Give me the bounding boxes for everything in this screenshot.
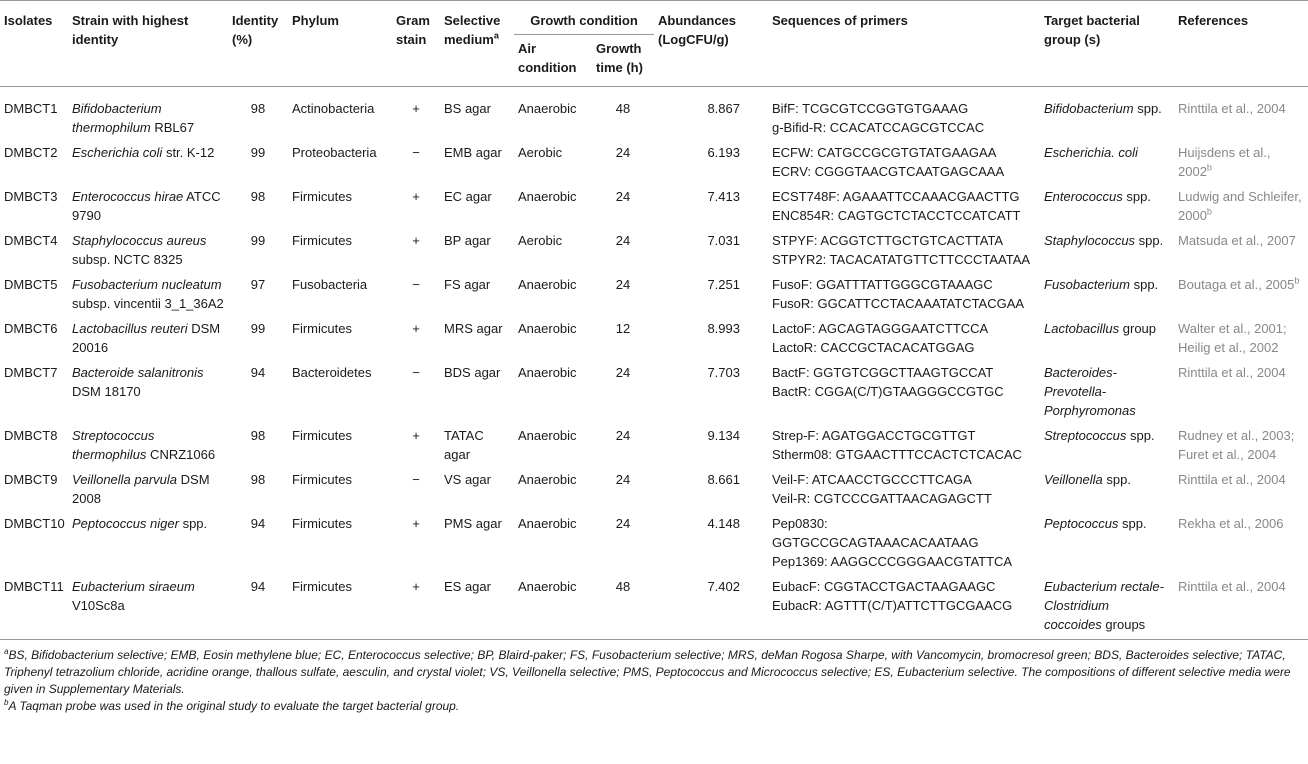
strain-detail: ATCC 9790 — [72, 189, 221, 223]
primer-forward: LactoF: AGCAGTAGGGAATCTTCCA — [772, 321, 989, 336]
target-name: Bacteroides-Prevotella-Porphyromonas — [1044, 365, 1136, 418]
cell-air: Anaerobic — [518, 277, 577, 292]
cell-isolate: DMBCT1 — [4, 101, 58, 116]
cell-reference — [1174, 184, 1308, 228]
cell-abundance: 6.193 — [707, 145, 740, 160]
cell-medium: FS agar — [444, 277, 491, 292]
primer-forward: EubacF: CGGTACCTGACTAAGAAGC — [772, 579, 996, 594]
cell-abundance: 4.148 — [707, 516, 740, 531]
header-growth-time: Growth time (h) — [592, 35, 654, 87]
cell-time: 24 — [615, 189, 631, 204]
cell-identity: 99 — [250, 145, 266, 160]
cell-time: 48 — [592, 574, 654, 640]
strain-species: Eubacterium siraeum — [72, 579, 195, 594]
header-abundances: Abundances (LogCFU/g) — [654, 1, 768, 87]
footnote-a-mark: a — [4, 647, 9, 656]
cell-strain — [68, 423, 228, 467]
primer-forward: Pep0830: GGTGCCGCAGTAAACACAATAAG — [772, 516, 979, 550]
cell-isolate: DMBCT10 — [4, 516, 65, 531]
cell-strain — [68, 228, 228, 272]
cell-air: Anaerobic — [518, 189, 577, 204]
cell-medium: EMB agar — [444, 145, 502, 160]
reference-link[interactable]: Boutaga et al., 2005 — [1178, 277, 1295, 292]
cell-primers — [768, 574, 1040, 640]
cell-abundance: 9.134 — [707, 428, 740, 443]
primer-reverse: ECRV: CGGGTAACGTCAATGAGCAAA — [772, 164, 1005, 179]
reference-link[interactable]: Rinttila et al., 2004 — [1178, 579, 1286, 594]
cell-primers — [768, 87, 1040, 141]
primer-forward: BifF: TCGCGTCCGGTGTGAAAG — [772, 101, 969, 116]
cell-reference — [1174, 467, 1308, 511]
cell-reference — [1174, 316, 1308, 360]
header-gram-stain: Gram stain — [392, 1, 440, 87]
reference-link[interactable]: Rinttila et al., 2004 — [1178, 472, 1286, 487]
cell-identity: 98 — [250, 428, 266, 443]
cell-air: Anaerobic — [518, 365, 577, 380]
cell-identity: 99 — [250, 321, 266, 336]
target-name: Peptococcus — [1044, 516, 1119, 531]
primer-reverse: FusoR: GGCATTCCTACAAATATCTACGAA — [772, 296, 1025, 311]
cell-strain — [68, 467, 228, 511]
cell-abundance: 8.993 — [707, 321, 740, 336]
footnote-a-marker: a — [493, 30, 499, 41]
cell-identity: 99 — [250, 233, 266, 248]
header-identity: Identity (%) — [228, 1, 288, 87]
cell-target — [1040, 140, 1174, 184]
strain-detail: DSM 18170 — [72, 384, 141, 399]
table-row — [0, 140, 1308, 184]
target-name: Enterococcus — [1044, 189, 1123, 204]
cell-reference — [1174, 423, 1308, 467]
reference-footnote-mark: b — [1206, 206, 1212, 217]
cell-identity: 94 — [250, 516, 266, 531]
target-name: Staphylococcus — [1044, 233, 1136, 248]
cell-isolate: DMBCT6 — [4, 321, 58, 336]
table-row — [0, 87, 1308, 141]
table-row — [0, 511, 1308, 574]
cell-time: 24 — [615, 233, 631, 248]
cell-strain — [68, 316, 228, 360]
primer-reverse: Pep1369: AAGGCCCGGGAACGTATTCA — [772, 554, 1013, 569]
footnotes — [0, 640, 1308, 715]
strain-detail: subsp. vincentii 3_1_36A2 — [72, 296, 224, 311]
target-suffix: spp. — [1126, 428, 1155, 443]
header-selective-medium — [440, 1, 514, 87]
cell-phylum: Bacteroidetes — [292, 365, 372, 380]
reference-link[interactable]: Rudney et al., 2003; Furet et al., 2004 — [1178, 428, 1295, 462]
cell-air: Anaerobic — [518, 101, 577, 116]
strain-detail: str. K-12 — [162, 145, 215, 160]
primer-reverse: STPYR2: TACACATATGTTCTTCCCTAATAA — [772, 252, 1031, 267]
reference-link[interactable]: Matsuda et al., 2007 — [1178, 233, 1296, 248]
cell-reference — [1174, 87, 1308, 141]
primer-forward: Veil-F: ATCAACCTGCCCTTCAGA — [772, 472, 972, 487]
cell-target — [1040, 360, 1174, 423]
cell-primers — [768, 316, 1040, 360]
header-strain: Strain with highest identity — [68, 1, 228, 87]
cell-reference — [1174, 360, 1308, 423]
cell-primers — [768, 360, 1040, 423]
cell-medium: TATAC agar — [444, 428, 484, 462]
primer-reverse: g-Bifid-R: CCACATCCAGCGTCCAC — [772, 120, 985, 135]
target-suffix: spp. — [1118, 516, 1147, 531]
table-body — [0, 87, 1308, 640]
cell-time: 24 — [615, 145, 631, 160]
cell-abundance: 7.413 — [707, 189, 740, 204]
cell-isolate: DMBCT9 — [4, 472, 58, 487]
cell-time: 12 — [615, 321, 631, 336]
header-isolates: Isolates — [0, 1, 68, 87]
cell-medium: PMS agar — [444, 516, 502, 531]
cell-target — [1040, 228, 1174, 272]
cell-time: 24 — [615, 277, 631, 292]
target-name: Veillonella — [1044, 472, 1103, 487]
reference-link[interactable]: Ludwig and Schleifer, 2000 — [1178, 189, 1302, 223]
cell-isolate: DMBCT3 — [4, 189, 58, 204]
strain-detail: subsp. NCTC 8325 — [72, 252, 183, 267]
target-name: Streptococcus — [1044, 428, 1127, 443]
table-row — [0, 574, 1308, 640]
cell-air: Anaerobic — [518, 472, 577, 487]
cell-medium: VS agar — [444, 472, 491, 487]
cell-gram: + — [412, 233, 420, 248]
cell-strain — [68, 184, 228, 228]
target-suffix: spp. — [1102, 472, 1131, 487]
cell-primers — [768, 423, 1040, 467]
cell-gram: + — [412, 101, 420, 116]
target-suffix: spp. — [1129, 277, 1159, 292]
primer-forward: BactF: GGTGTCGGCTTAAGTGCCAT — [772, 365, 994, 380]
cell-reference — [1174, 511, 1308, 574]
primer-forward: Strep-F: AGATGGACCTGCGTTGT — [772, 428, 976, 443]
reference-link[interactable]: Walter et al., 2001; Heilig et al., 2002 — [1178, 321, 1287, 355]
cell-identity: 98 — [250, 189, 266, 204]
primer-forward: STPYF: ACGGTCTTGCTGTCACTTATA — [772, 233, 1004, 248]
footnote-b-mark: b — [4, 698, 9, 707]
strain-detail: CNRZ1066 — [146, 447, 216, 462]
cell-target — [1040, 184, 1174, 228]
cell-time: 48 — [615, 101, 631, 116]
cell-target — [1040, 574, 1174, 640]
cell-isolate: DMBCT4 — [4, 233, 58, 248]
footnote-b-text: A Taqman probe was used in the original study to evaluate the target bacterial group. — [8, 699, 460, 713]
strain-species: Staphylococcus aureus — [72, 233, 207, 248]
cell-target — [1040, 316, 1174, 360]
primer-forward: ECST748F: AGAAATTCCAAACGAACTTG — [772, 189, 1020, 204]
cell-identity: 98 — [250, 101, 266, 116]
strain-species: Streptococcus thermophilus — [72, 428, 155, 462]
reference-footnote-mark: b — [1294, 275, 1300, 286]
target-suffix: spp. — [1135, 233, 1164, 248]
primer-forward: FusoF: GGATTTATTGGGCGTAAAGC — [772, 277, 993, 292]
table-row — [0, 423, 1308, 467]
target-name: Fusobacterium — [1044, 277, 1130, 292]
cell-gram: − — [412, 472, 420, 487]
cell-abundance: 8.661 — [707, 472, 740, 487]
header-target-group: Target bacterial group (s) — [1040, 1, 1174, 87]
cell-medium: BDS agar — [444, 365, 501, 380]
target-suffix: group — [1119, 321, 1157, 336]
cell-primers — [768, 511, 1040, 574]
cell-phylum: Firmicutes — [292, 189, 352, 204]
table-row — [0, 184, 1308, 228]
strain-species: Enterococcus hirae — [72, 189, 184, 204]
cell-isolate: DMBCT11 — [0, 574, 68, 640]
cell-strain — [68, 360, 228, 423]
cell-strain — [68, 87, 228, 141]
strain-detail: RBL67 — [150, 120, 195, 135]
cell-strain — [68, 574, 228, 640]
strain-species: Bacteroide salanitronis — [72, 365, 204, 380]
table-row — [0, 272, 1308, 316]
table-row — [0, 316, 1308, 360]
cell-phylum: Firmicutes — [292, 516, 352, 531]
cell-phylum: Firmicutes — [292, 321, 352, 336]
strain-species: Lactobacillus reuteri — [72, 321, 188, 336]
target-name: Bifidobacterium — [1044, 101, 1134, 116]
strain-species: Escherichia coli — [72, 145, 163, 160]
cell-identity: 94 — [250, 365, 266, 380]
strain-detail: spp. — [178, 516, 208, 531]
primer-reverse: EubacR: AGTTT(C/T)ATTCTTGCGAACG — [772, 598, 1013, 613]
cell-reference — [1174, 228, 1308, 272]
cell-air: Aerobic — [518, 233, 563, 248]
cell-phylum: Fusobacteria — [292, 277, 368, 292]
cell-isolate: DMBCT7 — [4, 365, 58, 380]
cell-air: Anaerobic — [518, 321, 577, 336]
cell-gram: + — [392, 574, 440, 640]
cell-air: Anaerobic — [514, 574, 592, 640]
cell-isolate: DMBCT2 — [4, 145, 58, 160]
cell-time: 24 — [615, 428, 631, 443]
strain-species: Fusobacterium nucleatum — [72, 277, 222, 292]
cell-time: 24 — [615, 472, 631, 487]
cell-phylum: Firmicutes — [292, 472, 352, 487]
cell-air: Anaerobic — [518, 516, 577, 531]
strain-species: Peptococcus niger — [72, 516, 179, 531]
footnote-b — [4, 698, 1304, 715]
header-phylum: Phylum — [288, 1, 392, 87]
target-name: Lactobacillus — [1044, 321, 1120, 336]
cell-abundance: 7.703 — [707, 365, 740, 380]
cell-medium: EC agar — [444, 189, 492, 204]
cell-target — [1040, 467, 1174, 511]
table-row — [0, 360, 1308, 423]
cell-gram: + — [412, 189, 420, 204]
target-name: Eubacterium rectale-Clostridium coccoides — [1044, 579, 1164, 632]
cell-primers — [768, 228, 1040, 272]
primer-reverse: Veil-R: CGTCCCGATTAACAGAGCTT — [772, 491, 992, 506]
header-references: References — [1174, 1, 1308, 87]
target-suffix: groups — [1101, 617, 1146, 632]
cell-abundance: 7.251 — [707, 277, 740, 292]
cell-phylum: Firmicutes — [288, 574, 392, 640]
cell-gram: + — [412, 321, 420, 336]
target-suffix: spp. — [1122, 189, 1151, 204]
cell-air: Aerobic — [518, 145, 563, 160]
cell-medium: MRS agar — [444, 321, 503, 336]
cell-phylum: Actinobacteria — [292, 101, 375, 116]
primer-reverse: BactR: CGGA(C/T)GTAAGGGCCGTGC — [772, 384, 1004, 399]
cell-gram: − — [412, 365, 420, 380]
primer-reverse: LactoR: CACCGCTACACATGGAG — [772, 340, 975, 355]
cell-reference — [1174, 140, 1308, 184]
cell-abundance: 7.031 — [707, 233, 740, 248]
cell-abundance: 8.867 — [707, 101, 740, 116]
cell-primers — [768, 184, 1040, 228]
cell-identity: 97 — [250, 277, 266, 292]
cell-gram: − — [412, 277, 420, 292]
strain-detail: DSM 20016 — [72, 321, 221, 355]
cell-phylum: Proteobacteria — [292, 145, 377, 160]
reference-link[interactable]: Huijsdens et al., 2002 — [1178, 145, 1271, 179]
footnote-a — [4, 647, 1304, 698]
reference-link[interactable]: Rinttila et al., 2004 — [1178, 365, 1286, 380]
cell-isolate: DMBCT5 — [4, 277, 58, 292]
cell-reference — [1174, 272, 1308, 316]
cell-primers — [768, 272, 1040, 316]
cell-air: Anaerobic — [518, 428, 577, 443]
cell-abundance: 7.402 — [654, 574, 768, 640]
cell-target — [1040, 272, 1174, 316]
cell-target — [1040, 511, 1174, 574]
header-air-condition: Air condition — [514, 35, 592, 87]
cell-gram: + — [412, 516, 420, 531]
primer-reverse: Stherm08: GTGAACTTTCCACTCTCACAC — [772, 447, 1022, 462]
header-primers: Sequences of primers — [768, 1, 1040, 87]
cell-time: 24 — [615, 516, 631, 531]
reference-link[interactable]: Rekha et al., 2006 — [1178, 516, 1284, 531]
cell-medium: ES agar — [440, 574, 514, 640]
primer-forward: ECFW: CATGCCGCGTGTATGAAGAA — [772, 145, 997, 160]
cell-primers — [768, 467, 1040, 511]
cell-time: 24 — [615, 365, 631, 380]
table-row — [0, 228, 1308, 272]
cell-identity: 98 — [250, 472, 266, 487]
cell-identity: 94 — [228, 574, 288, 640]
cell-target — [1040, 423, 1174, 467]
cell-primers — [768, 140, 1040, 184]
cell-medium: BS agar — [444, 101, 491, 116]
cell-isolate: DMBCT8 — [4, 428, 58, 443]
strain-species: Bifidobacterium thermophilum — [72, 101, 162, 135]
cell-strain — [68, 140, 228, 184]
strain-species: Veillonella parvula — [72, 472, 178, 487]
cell-target — [1040, 87, 1174, 141]
cell-reference — [1174, 574, 1308, 640]
header-growth-condition: Growth condition — [514, 1, 654, 35]
cell-medium: BP agar — [444, 233, 491, 248]
target-name: Escherichia. coli — [1044, 145, 1138, 160]
cell-strain — [68, 272, 228, 316]
target-suffix: spp. — [1133, 101, 1162, 116]
strain-detail: V10Sc8a — [72, 598, 125, 613]
cell-gram: + — [412, 428, 420, 443]
header-medium-label: Selective medium — [444, 13, 501, 47]
cell-gram: − — [412, 145, 420, 160]
cell-phylum: Firmicutes — [292, 233, 352, 248]
cell-phylum: Firmicutes — [292, 428, 352, 443]
table-row — [0, 467, 1308, 511]
primer-reverse: ENC854R: CAGTGCTCTACCTCCATCATT — [772, 208, 1021, 223]
table-header — [0, 1, 1308, 87]
reference-footnote-mark: b — [1206, 162, 1212, 173]
footnote-a-text: BS, Bifidobacterium selective; EMB, Eosin methylene blue; EC, Enterococcus selective; BP, Blaird-paker; FS, Fusobacterium selective; MRS, deMan Rogosa Sharpe, with Vancomycin, bromocresol green; BDS, Bacteroides selective; TATAC, Triphenyl tetrazolium chloride, acridine orange, thallous sulfate, aesculin, and crystal violet; VS, Veillonella selective; PMS, Peptococcus and Micrococcus selective; ES, Eubacterium selective. The compositions of different selective media were given in Supplementary Materials. — [4, 648, 1291, 696]
cell-strain — [68, 511, 228, 574]
reference-link[interactable]: Rinttila et al., 2004 — [1178, 101, 1286, 116]
strain-detail: DSM 2008 — [72, 472, 210, 506]
